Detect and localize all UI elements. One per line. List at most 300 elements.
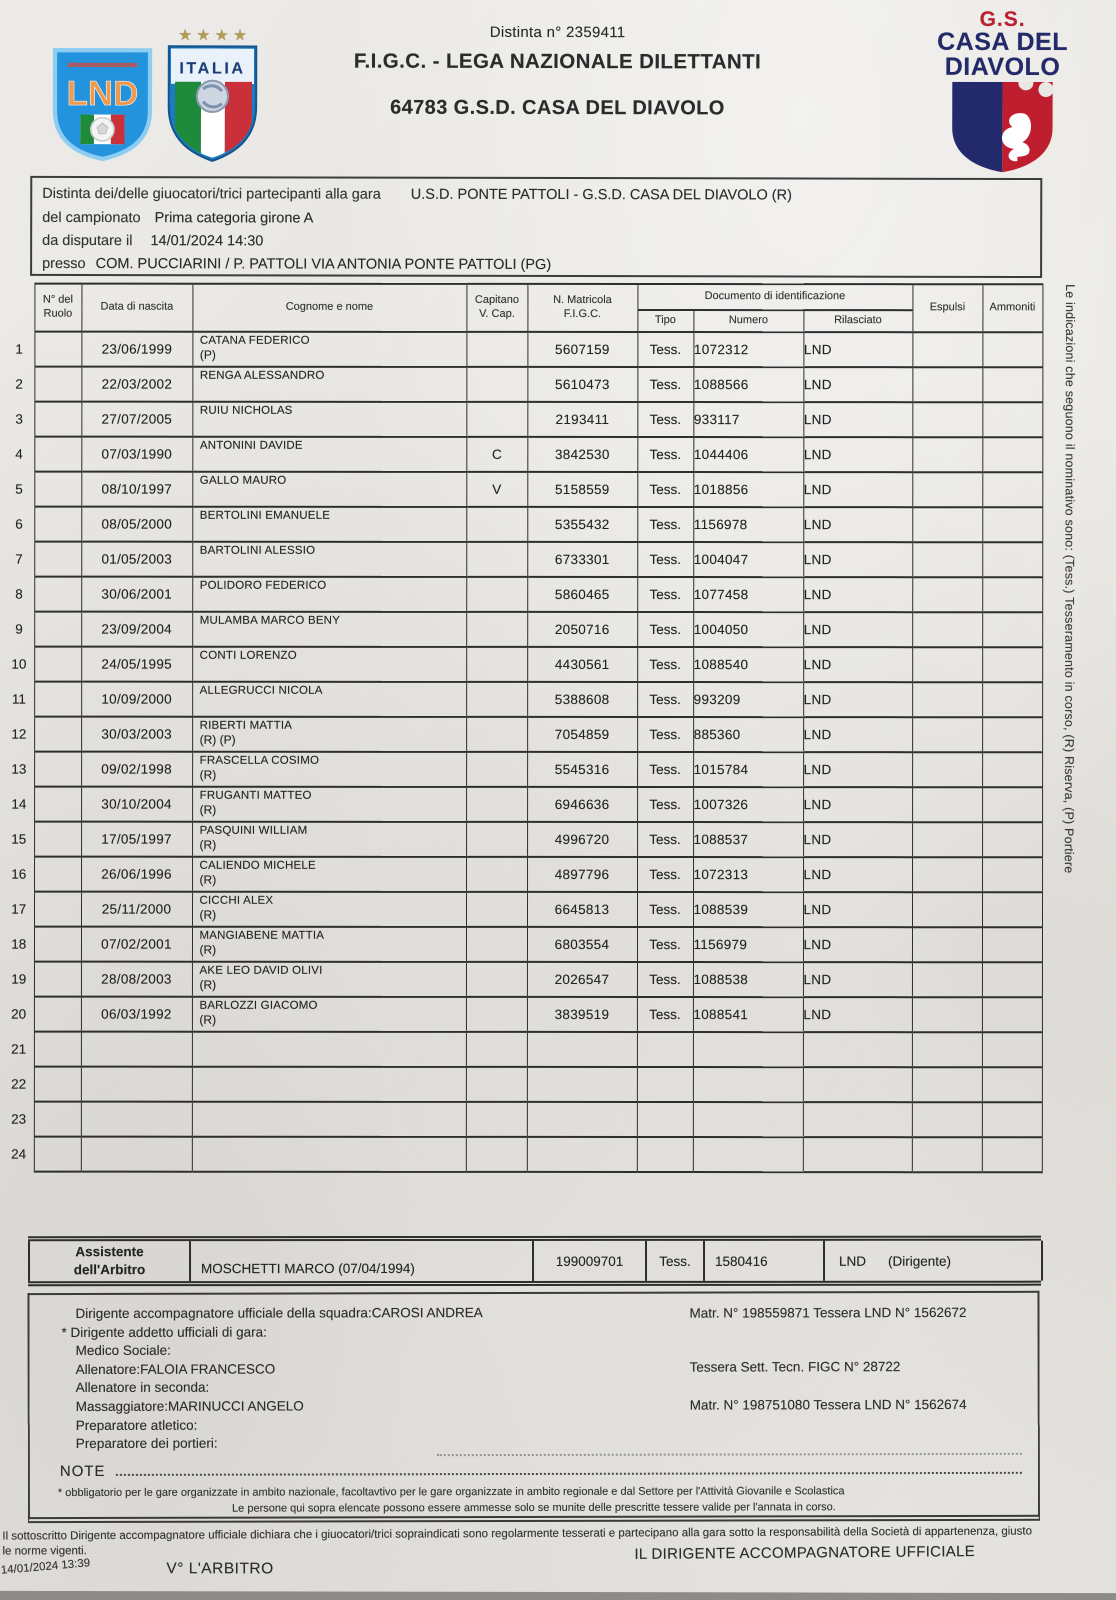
player-tag: (R) [199,802,217,817]
table-row [4,927,1042,963]
cell-ruolo [34,997,81,1032]
row-number: 17 [11,901,27,917]
manager-card-number: Matr. N° 198559871 Tessera LND N° 1562672 [689,1304,967,1321]
cell-espulsi [912,997,982,1032]
cell-capitano: V [466,472,527,507]
player-tag [193,557,466,558]
cell-cognome-nome [192,927,466,962]
player-name: AKE LEO DAVID OLIVI [199,964,323,977]
cell-matricola: 2193411 [527,402,637,437]
cell-rilasciato: LND [803,787,912,822]
table-row [4,857,1042,893]
table-row [4,472,1042,508]
cell-ammoniti [982,402,1042,437]
table-row [4,332,1042,368]
table-row [4,962,1042,998]
cell-ruolo [34,367,81,402]
cell-ruolo [34,822,81,857]
player-name: MANGIABENE MATTIA [199,929,325,942]
declaration-line1: Il sottoscritto Dirigente accompagnatore ufficiale dichiara che i giuocatori/trici sopraindicati sono regolarmente tesserati e partecipano alla gara sotto la responsabilità della Società di appartenenza, giusto [2,1525,1033,1543]
player-name: RIBERTI MATTIA [199,719,293,732]
cell-data-nascita: 08/05/2000 [81,507,192,542]
cell-tipo: Tess. [637,367,693,402]
cell-numero: 1088539 [693,892,803,927]
cell-ruolo [34,892,81,927]
cell-tipo [637,1067,693,1102]
cell-cognome-nome [192,892,466,927]
cell-rilasciato: LND [803,612,912,647]
player-tag [193,417,466,418]
cell-capitano [466,647,527,682]
cell-cognome-nome [192,997,466,1032]
distinta-number: Distinta n° 2359411 [489,23,626,42]
player-name: POLIDORO FEDERICO [199,579,327,592]
cell-matricola: 5610473 [527,367,637,402]
note-dots [116,1472,1022,1476]
header-numero: Numero [693,310,803,332]
header-tipo: Tipo [637,310,693,332]
cell-numero: 1088540 [693,647,803,682]
cell-matricola: 6645813 [527,892,637,927]
footnote-1: * obbligatorio per le gare organizzate in ambito nazionale, facoltavtivo per le gare organizzate in ambito regionale e dal Settore per l'Attività Giovanile e Scolastica [57,1485,845,1500]
cell-matricola: 6733301 [527,542,637,577]
cell-tipo: Tess. [637,332,693,367]
cell-ammoniti [982,822,1042,857]
cell-cognome-nome [192,787,466,822]
assistant-rilasciato [824,1241,1042,1281]
cell-rilasciato: LND [803,857,912,892]
cell-tipo: Tess. [637,437,693,472]
cell-cognome-nome [192,682,466,717]
cell-tipo: Tess. [637,717,693,752]
player-name: CONTI LORENZO [199,649,297,662]
cell-ruolo [34,717,81,752]
cell-rilasciato: LND [803,577,912,612]
player-name: FRUGANTI MATTEO [199,789,312,802]
legend-vertical-note: Le indicazioni che seguono il nominativo sono: (Tess.) Tesseramento in corso, (R) Riserva, (P) Portiere [1061,284,1078,874]
cell-capitano [466,507,527,542]
cell-ruolo [34,1032,81,1067]
cell-ruolo [34,682,81,717]
player-tag: (R) [199,837,217,852]
cell-rilasciato: LND [803,927,912,962]
cell-espulsi [912,892,982,927]
cell-espulsi [912,787,982,822]
cell-espulsi [912,577,982,612]
row-number: 11 [11,691,26,707]
cell-numero: 1156978 [693,507,803,542]
cell-ruolo [34,542,81,577]
cell-rilasciato: LND [803,752,912,787]
cell-cognome-nome [192,717,466,752]
table-row [4,787,1042,823]
row-number: 2 [15,376,23,392]
cell-cognome-nome [192,962,466,997]
header-cognome-nome: Cognome e nome [192,284,466,332]
cell-ammoniti [982,997,1042,1032]
header-rilasciato: Rilasciato [803,310,912,332]
player-tag [193,697,466,698]
cell-cognome-nome [192,857,466,892]
cell-cognome-nome [192,577,466,612]
cell-tipo: Tess. [637,647,693,682]
cell-rilasciato: LND [803,472,912,507]
cell-rilasciato: LND [803,717,912,752]
table-row [4,682,1042,718]
cell-capitano [466,367,527,402]
cell-numero: 1156979 [693,927,803,962]
cell-numero [693,1102,803,1137]
cell-rilasciato: LND [803,892,912,927]
player-name: CALIENDO MICHELE [199,859,316,872]
official-line: Dirigente accompagnatore ufficiale della squadra:CAROSI ANDREA [75,1305,483,1321]
cell-tipo: Tess. [637,927,693,962]
cell-espulsi [912,332,982,367]
cell-matricola: 4897796 [527,857,637,892]
cell-numero: 1088541 [693,997,803,1032]
cell-capitano [466,332,527,367]
cell-data-nascita: 10/09/2000 [81,682,192,717]
cell-ammoniti [982,437,1042,472]
player-tag: (R) [199,872,217,887]
assistant-rilasciato-value: LND [839,1253,867,1269]
cell-rilasciato: LND [803,542,912,577]
cell-data-nascita: 30/06/2001 [81,577,192,612]
header-data-nascita: Data di nascita [81,284,192,332]
assistant-matricola: 199009701 [533,1241,646,1281]
cell-espulsi [912,1137,982,1172]
cell-ammoniti [982,472,1042,507]
match-line4-label: presso [42,255,86,273]
cell-numero: 1044406 [693,437,803,472]
cell-numero: 1088566 [693,367,803,402]
player-tag [192,1105,465,1106]
cell-matricola: 2026547 [527,962,637,997]
cell-capitano [466,1032,527,1067]
cell-matricola: 4996720 [527,822,637,857]
player-tag: (R) [199,767,217,782]
cell-rilasciato: LND [803,402,912,437]
cell-ruolo [34,507,81,542]
assistant-name: MOSCHETTI MARCO (07/04/1994) [190,1241,533,1281]
table-row [4,1102,1042,1138]
match-line4-value: COM. PUCCIARINI / P. PATTOLI VIA ANTONIA PONTE PATTOLI (PG) [95,256,552,273]
federation-title: F.I.G.C. - LEGA NAZIONALE DILETTANTI [353,49,762,74]
cell-tipo [637,1032,693,1067]
player-tag [193,592,466,593]
match-line2-label: del campionato [42,209,141,227]
cell-espulsi [912,542,982,577]
cell-numero: 1088538 [693,962,803,997]
officials-box [27,1291,1040,1523]
cell-data-nascita: 07/03/1990 [81,437,192,472]
cell-capitano [466,927,527,962]
cell-ammoniti [982,542,1042,577]
cell-numero: 993209 [693,682,803,717]
declaration-line2: le norme vigenti. [2,1545,87,1558]
official-line: Allenatore in seconda: [75,1380,210,1396]
cell-capitano [466,402,527,437]
cell-ruolo [34,927,81,962]
cell-data-nascita: 09/02/1998 [81,752,192,787]
cell-ammoniti [982,717,1042,752]
player-name: CICCHI ALEX [199,894,274,907]
cell-data-nascita: 26/06/1996 [81,857,192,892]
cell-rilasciato: LND [803,437,912,472]
player-tag [193,522,466,523]
cell-espulsi [912,1032,982,1067]
cell-ammoniti [982,892,1042,927]
coach-card-number: Tessera Sett. Tecn. FIGC N° 28722 [689,1359,901,1375]
casa-logo-line2: DIAVOLO [944,52,1061,82]
cell-rilasciato: LND [803,962,912,997]
player-name: MULAMBA MARCO BENY [199,614,341,627]
cell-ammoniti [982,962,1042,997]
cell-capitano [466,997,527,1032]
cell-matricola: 5860465 [527,577,637,612]
cell-cognome-nome [192,437,466,472]
player-name: ANTONINI DAVIDE [199,439,303,452]
cell-tipo: Tess. [637,752,693,787]
cell-espulsi [912,752,982,787]
player-name: RENGA ALESSANDRO [199,369,325,382]
match-line1-value: U.S.D. PONTE PATTOLI - G.S.D. CASA DEL DIAVOLO (R) [410,186,792,204]
cell-ruolo [34,402,81,437]
cell-data-nascita [81,1137,192,1172]
assistant-tipo: Tess. [646,1241,704,1281]
cell-espulsi [912,682,982,717]
cell-rilasciato [803,1102,912,1137]
row-number: 18 [11,936,27,952]
cell-rilasciato: LND [803,367,912,402]
cell-data-nascita: 23/09/2004 [81,612,192,647]
cell-data-nascita: 23/06/1999 [81,332,192,367]
table-row [4,997,1042,1033]
cell-tipo: Tess. [637,787,693,822]
cell-ammoniti [982,612,1042,647]
print-timestamp: 14/01/2024 13:39 [0,1557,91,1577]
table-row [4,647,1042,683]
cell-rilasciato [803,1032,912,1067]
cell-tipo: Tess. [637,857,693,892]
cell-ruolo [34,472,81,507]
cell-ammoniti [982,507,1042,542]
row-number: 24 [11,1146,27,1162]
cell-numero: 1015784 [693,752,803,787]
note-label: NOTE [59,1462,106,1481]
cell-espulsi [912,857,982,892]
cell-espulsi [912,647,982,682]
cell-tipo [637,1137,693,1172]
cell-capitano [466,787,527,822]
player-name: FRASCELLA COSIMO [199,754,320,767]
table-row [4,1137,1042,1173]
match-line2-value: Prima categoria girone A [154,210,314,227]
table-row [4,542,1042,578]
cell-capitano [466,752,527,787]
casa-logo-gs: G.S. [979,7,1026,31]
cell-ruolo [34,1067,81,1102]
cell-numero: 1004050 [693,612,803,647]
header-ammoniti: Ammoniti [982,284,1042,332]
row-number: 13 [11,761,27,777]
cell-capitano [466,542,527,577]
cell-cognome-nome [192,542,466,577]
cell-numero [693,1137,803,1172]
casa-logo-line1: CASA DEL [937,27,1069,57]
row-number: 14 [11,796,27,812]
cell-ammoniti [982,1137,1042,1172]
cell-ruolo [34,857,81,892]
cell-rilasciato [803,1137,912,1172]
header-documento: Documento di identificazione [637,284,912,310]
cell-matricola: 5545316 [527,752,637,787]
header-capitano: Capitano V. Cap. [466,284,527,332]
cell-espulsi [912,962,982,997]
cell-espulsi [912,612,982,647]
cell-ruolo [34,962,81,997]
cell-numero: 1088537 [693,822,803,857]
cell-cognome-nome [192,1032,466,1067]
cell-tipo [637,1102,693,1137]
row-number: 9 [15,621,23,637]
manager-signature-label: IL DIRIGENTE ACCOMPAGNATORE UFFICIALE [634,1543,976,1563]
cell-matricola: 6803554 [527,927,637,962]
cell-tipo: Tess. [637,472,693,507]
cell-cognome-nome [192,1137,466,1172]
cell-tipo: Tess. [637,507,693,542]
cell-rilasciato: LND [803,332,912,367]
cell-ruolo [34,787,81,822]
cell-cognome-nome [192,612,466,647]
row-number: 15 [11,831,27,847]
cell-cognome-nome [192,1067,466,1102]
cell-data-nascita: 07/02/2001 [81,927,192,962]
player-tag: (P) [199,347,216,362]
match-info-box [30,176,1042,278]
row-number: 3 [15,411,23,427]
footnote-2: Le persone qui sopra elencate possono essere ammesse solo se munite delle prescritte tessere valide per l'annata in corso. [232,1501,836,1515]
cell-capitano [466,1137,527,1172]
row-number: 6 [15,516,23,532]
cell-capitano [466,962,527,997]
cell-data-nascita: 06/03/1992 [81,997,192,1032]
row-number: 22 [11,1076,27,1092]
cell-numero: 1072313 [693,857,803,892]
cell-espulsi [912,437,982,472]
cell-ammoniti [982,1067,1042,1102]
cell-numero [693,1067,803,1102]
cell-ammoniti [982,1032,1042,1067]
player-tag [193,662,466,663]
cell-capitano [466,822,527,857]
cell-capitano [466,612,527,647]
player-tag: (R) [199,907,217,922]
casa-shield [942,82,1062,174]
official-line: Allenatore:FALOIA FRANCESCO [75,1361,276,1377]
cell-rilasciato [803,1067,912,1102]
cell-data-nascita: 24/05/1995 [81,647,192,682]
cell-data-nascita [81,1032,192,1067]
cell-espulsi [912,367,982,402]
cell-tipo: Tess. [637,542,693,577]
cell-cognome-nome [192,647,466,682]
table-row [4,402,1042,438]
cell-ruolo [34,612,81,647]
casa-del-diavolo-logo [902,9,1102,178]
player-table-body [4,332,1043,1173]
table-row [4,367,1042,403]
cell-espulsi [912,927,982,962]
cell-cognome-nome [192,1102,466,1137]
row-number: 20 [11,1006,27,1022]
cell-data-nascita [81,1067,192,1102]
cell-numero [693,1032,803,1067]
player-name: ALLEGRUCCI NICOLA [199,684,323,697]
cell-ruolo [34,1137,81,1172]
cell-ammoniti [982,752,1042,787]
cell-cognome-nome [192,822,466,857]
player-tag [192,1140,465,1141]
team-title: 64783 G.S.D. CASA DEL DIAVOLO [390,96,725,120]
cell-matricola [527,1032,637,1067]
cell-tipo: Tess. [637,612,693,647]
cell-rilasciato: LND [803,647,912,682]
player-tag [192,1035,465,1036]
italia-logo-text: ITALIA [179,59,246,78]
cell-ruolo [34,1102,81,1137]
player-name: CATANA FEDERICO [199,334,310,347]
cell-matricola [527,1102,637,1137]
cell-espulsi [912,507,982,542]
match-line1-label: Distinta dei/delle giuocatori/trici partecipanti alla gara [42,185,381,203]
masseur-card-number: Matr. N° 198751080 Tessera LND N° 1562674 [689,1396,967,1413]
cell-data-nascita: 30/10/2004 [81,787,192,822]
officials-list [61,1304,483,1454]
lnd-logo-text: LND [66,74,139,114]
row-number: 5 [15,481,23,497]
cell-cognome-nome [192,752,466,787]
cell-espulsi [912,1102,982,1137]
cell-ammoniti [982,927,1042,962]
row-number: 23 [11,1111,27,1127]
cell-ruolo [34,437,81,472]
player-name: BERTOLINI EMANUELE [199,509,331,522]
cell-ammoniti [982,857,1042,892]
cell-matricola: 4430561 [527,647,637,682]
cell-ammoniti [982,367,1042,402]
players-table [4,283,1043,1174]
cell-ruolo [34,577,81,612]
row-number: 12 [11,726,27,742]
cell-data-nascita: 17/05/1997 [81,822,192,857]
cell-capitano [466,682,527,717]
table-row [4,577,1042,613]
table-row [4,822,1042,858]
cell-ruolo [34,752,81,787]
table-row [4,1032,1042,1068]
header-matricola: N. Matricola F.I.G.C. [527,284,637,332]
player-tag [193,487,466,488]
cell-tipo: Tess. [637,682,693,717]
note-dots-upper [437,1453,1022,1456]
row-number: 1 [15,341,23,357]
cell-capitano [466,1067,527,1102]
cell-capitano [466,892,527,927]
cell-ammoniti [982,647,1042,682]
player-name: BARTOLINI ALESSIO [199,544,316,557]
table-row [4,892,1042,928]
